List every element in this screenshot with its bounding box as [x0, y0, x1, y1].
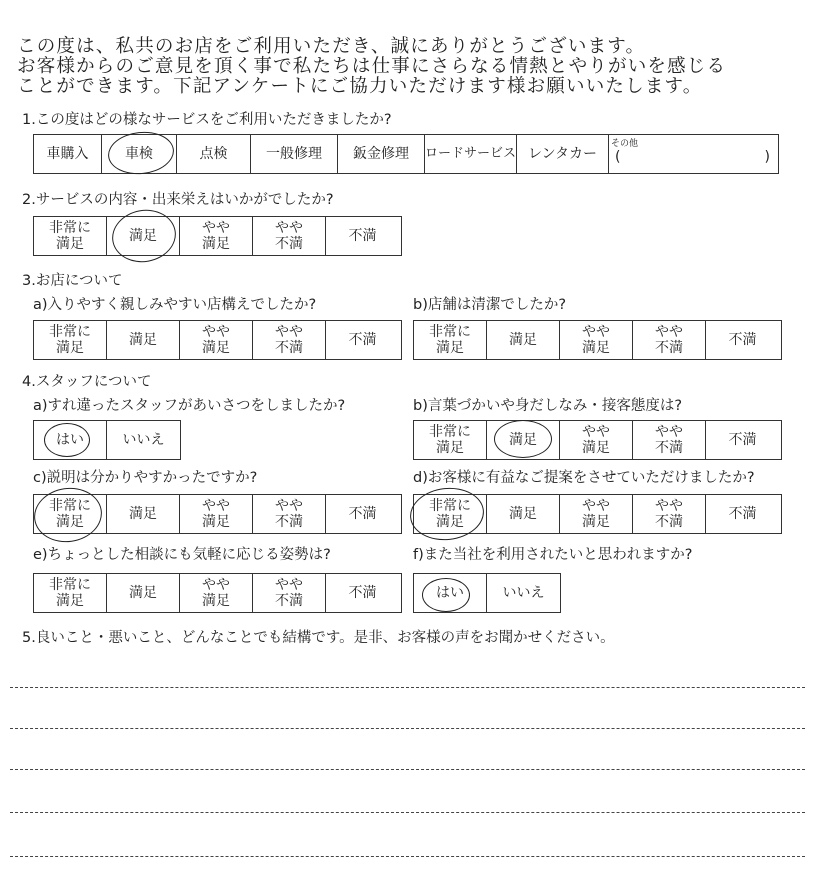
q1-option-other[interactable] [609, 135, 778, 173]
answer-yes[interactable]: はい [414, 574, 487, 612]
scale-satisfied[interactable]: 満足 [107, 574, 180, 612]
scale-dissatisfied[interactable]: 不満 [728, 332, 757, 348]
answer-line[interactable] [10, 687, 805, 688]
scale-very-satisfied[interactable]: 非常に 満足 [414, 495, 487, 533]
q4c-scale [33, 494, 402, 534]
scale-somewhat-dissatisfied[interactable]: やや 不満 [253, 495, 326, 533]
q4a-title: a)すれ違ったスタッフがあいさつをしましたか? [33, 398, 346, 414]
scale-dissatisfied[interactable]: 不満 [728, 506, 757, 522]
scale-dissatisfied[interactable]: 不満 [348, 228, 377, 244]
q3a-title: a)入りやすく親しみやすい店構えでしたか? [33, 297, 317, 313]
q3a-scale [33, 320, 402, 360]
q2-scale [33, 216, 402, 256]
other-close-paren: ) [764, 149, 770, 165]
q4f-title: f)また当社を利用されたいと思われますか? [413, 547, 693, 563]
scale-somewhat-dissatisfied[interactable]: やや 不満 [253, 321, 326, 359]
scale-very-satisfied[interactable]: 非常に 満足 [414, 321, 487, 359]
q4a-yesno [33, 420, 181, 460]
q3b-title: b)店舗は清潔でしたか? [413, 297, 567, 313]
q4f-yesno [413, 573, 561, 613]
q1-option-general-repair[interactable]: 一般修理 [251, 135, 338, 173]
intro-text [17, 37, 817, 97]
scale-somewhat-satisfied[interactable]: やや 満足 [560, 321, 633, 359]
q4d-scale [413, 494, 782, 534]
q3b-scale [413, 320, 782, 360]
scale-dissatisfied[interactable]: 不満 [348, 332, 377, 348]
scale-somewhat-dissatisfied[interactable]: やや 不満 [253, 574, 326, 612]
q1-option-car-purchase[interactable]: 車購入 [34, 135, 102, 173]
q2-title: 2.サービスの内容・出来栄えはいかがでしたか? [22, 192, 334, 208]
q4d-title: d)お客様に有益なご提案をさせていただけましたか? [413, 470, 755, 486]
answer-line[interactable] [10, 856, 805, 857]
scale-very-satisfied[interactable]: 非常に 満足 [34, 574, 107, 612]
scale-somewhat-dissatisfied[interactable]: やや 不満 [633, 495, 706, 533]
intro-line-3: ことができます。下記アンケートにご協力いただけます様お願いいたします。 [17, 76, 703, 97]
scale-satisfied[interactable]: 満足 [487, 321, 560, 359]
intro-line-1: この度は、私共のお店をご利用いただき、誠にありがとうございます。 [17, 36, 646, 57]
scale-somewhat-satisfied[interactable]: やや 満足 [560, 495, 633, 533]
scale-somewhat-satisfied[interactable]: やや 満足 [180, 574, 253, 612]
scale-somewhat-dissatisfied[interactable]: やや 不満 [253, 217, 326, 255]
scale-somewhat-satisfied[interactable]: やや 満足 [180, 321, 253, 359]
scale-dissatisfied[interactable]: 不満 [348, 585, 377, 601]
scale-somewhat-dissatisfied[interactable]: やや 不満 [633, 321, 706, 359]
scale-satisfied[interactable]: 満足 [107, 495, 180, 533]
scale-somewhat-satisfied[interactable]: やや 満足 [180, 217, 253, 255]
scale-dissatisfied[interactable]: 不満 [728, 432, 757, 448]
q1-option-rental-car[interactable]: レンタカー [517, 135, 609, 173]
q1-option-body-repair[interactable]: 鈑金修理 [338, 135, 425, 173]
q1-option-shaken[interactable]: 車検 [102, 135, 177, 173]
q4e-title: e)ちょっとした相談にも気軽に応じる姿勢は? [33, 547, 331, 563]
q4c-title: c)説明は分かりやすかったですか? [33, 470, 258, 486]
intro-line-2: お客様からのご意見を頂く事で私たちは仕事にさらなる情熱とやりがいを感じる [17, 56, 727, 77]
scale-somewhat-dissatisfied[interactable]: やや 不満 [633, 421, 706, 459]
q1-title: 1.この度はどの様なサービスをご利用いただきましたか? [22, 112, 392, 128]
answer-no[interactable]: いいえ [502, 585, 545, 601]
scale-satisfied[interactable]: 満足 [107, 321, 180, 359]
answer-line[interactable] [10, 728, 805, 729]
q5-title: 5.良いこと・悪いこと、どんなことでも結構です。是非、お客様の声をお聞かせください。 [22, 630, 615, 646]
scale-very-satisfied[interactable]: 非常に 満足 [34, 495, 107, 533]
answer-line[interactable] [10, 769, 805, 770]
scale-very-satisfied[interactable]: 非常に 満足 [34, 217, 107, 255]
answer-yes[interactable]: はい [34, 421, 107, 459]
scale-satisfied[interactable]: 満足 [487, 495, 560, 533]
scale-dissatisfied[interactable]: 不満 [348, 506, 377, 522]
q4e-scale [33, 573, 402, 613]
scale-very-satisfied[interactable]: 非常に 満足 [414, 421, 487, 459]
q4-title: 4.スタッフについて [22, 374, 152, 390]
other-label: その他 [611, 139, 639, 149]
q1-option-road-service[interactable]: ロードサービス [425, 135, 517, 173]
q1-option-inspection[interactable]: 点検 [177, 135, 251, 173]
q4b-title: b)言葉づかいや身だしなみ・接客態度は? [413, 398, 683, 414]
answer-line[interactable] [10, 812, 805, 813]
scale-somewhat-satisfied[interactable]: やや 満足 [180, 495, 253, 533]
scale-satisfied[interactable]: 満足 [107, 217, 180, 255]
scale-very-satisfied[interactable]: 非常に 満足 [34, 321, 107, 359]
q4b-scale [413, 420, 782, 460]
q3-title: 3.お店について [22, 273, 123, 289]
q1-options [33, 134, 779, 174]
scale-somewhat-satisfied[interactable]: やや 満足 [560, 421, 633, 459]
scale-satisfied[interactable]: 満足 [487, 421, 560, 459]
answer-no[interactable]: いいえ [122, 432, 165, 448]
other-open-paren: ( [615, 149, 621, 165]
